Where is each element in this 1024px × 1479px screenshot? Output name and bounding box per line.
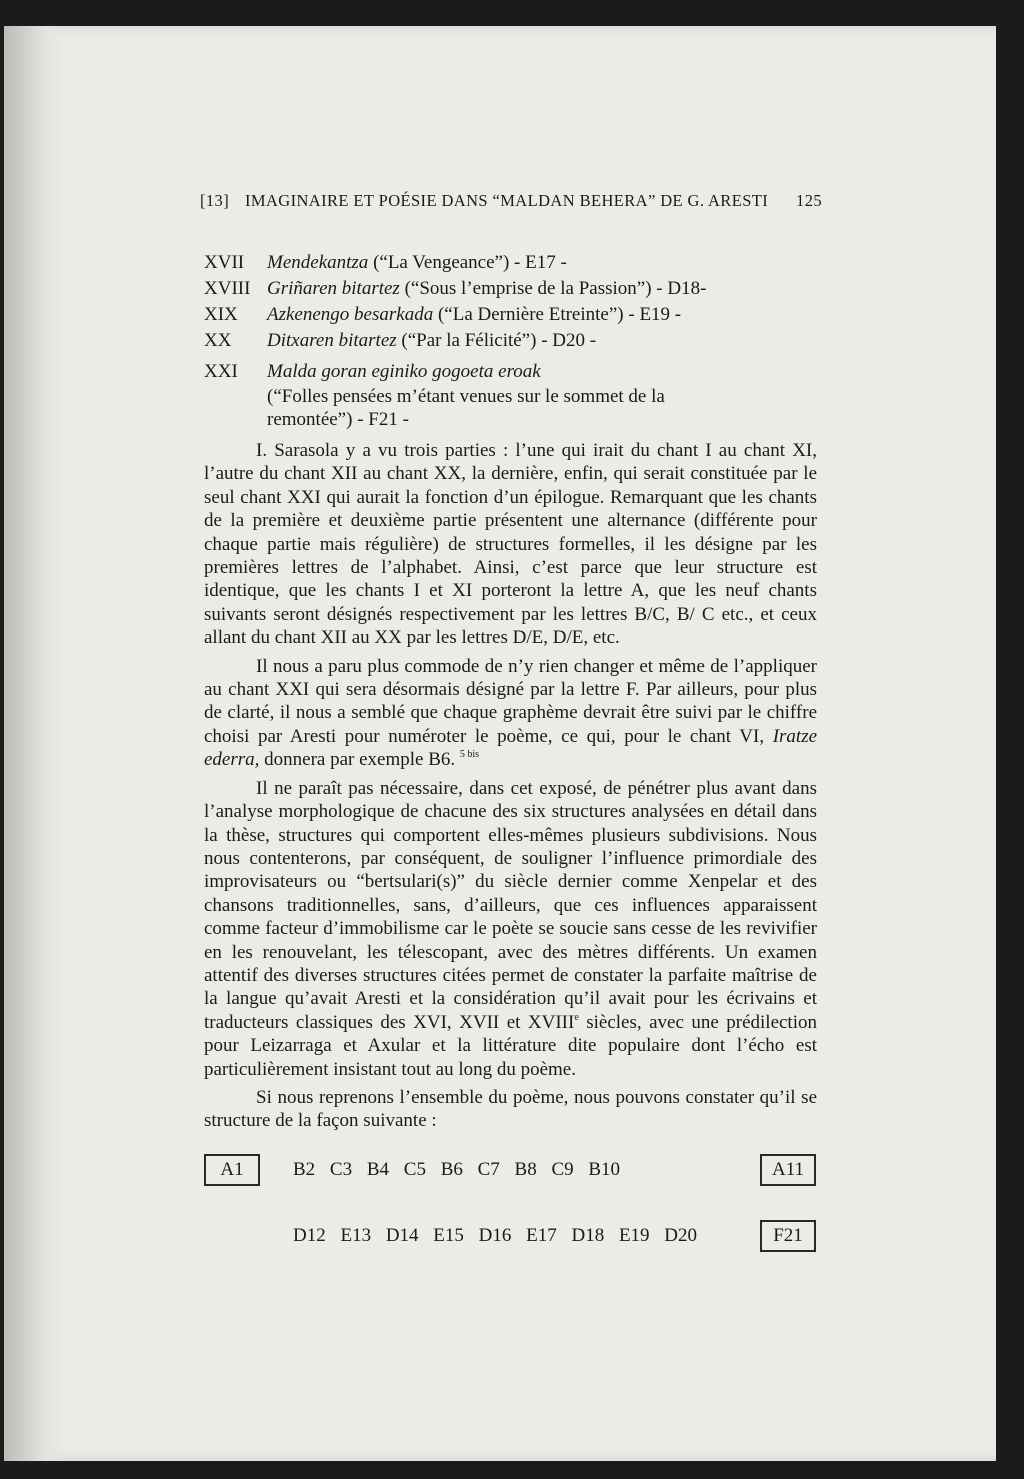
italic-title: Iratze ederra, (204, 725, 818, 771)
paragraph: I. Sarasola y a vu trois parties : l’une qui irait du chant I au chant XI, l’autre du chant XII au chant XX, la dernière, enfin, qui serait constituée par le seul chant XXI qui aurait la fonction d’un épilogue. Remarquant que les chants de la première et deuxième partie présentent une alternance (différente pour chaque partie mais régulière) de structures formelles, il les désigne par les premières lettres de l’alphabet. Ainsi, c’est parce que leur structure est identique, que les chants I et XI porteront la lettre A, que les neuf chants suivants seront désignés respectivement par les lettres B/C, B/ C etc., et ceux allant du chant XII au XX par les lettres D/E, D/E, etc. (204, 440, 817, 649)
body-text (204, 439, 817, 1138)
roman-numeral: XVIII (204, 278, 251, 299)
header-section-number: [13] (200, 191, 230, 210)
paragraph: Il ne paraît pas nécessaire, dans cet exposé, de pénétrer plus avant dans l’analyse morphologique de chacune des six structures analysées en détail dans la thèse, structures qui comportent elles-mêmes plusieurs subdivisions. Nous nous contenterons, par conséquent, de souligner l’influence primordiale des improvisateurs ou “bertsulari(s)” du siècle dernier comme Xenpelar et des chansons traditionnelles, sans, d’ailleurs, que ces influences apparaissent comme facteur d’immobilisme car le poète se soucie sans cesse de les revivifier en les renouvelant, les télescopant, avec des mètres différents. Un examen attentif des diverses structures citées permet de constater la parfaite maîtrise de la langue qu’avait Aresti et la considération qu’il avait pour les écrivains et traducteurs classiques des XVI, XVII et XVIIIe siècles, avec une prédilection pour Leizarraga et Axular et la littérature dite populaire dont l’écho est particulièrement insistant tout au long du poème. (204, 777, 817, 1080)
entry-translation: (“Par la Félicité”) - D20 - (396, 330, 597, 351)
roman-numeral: XVII (204, 252, 245, 273)
basque-title: Azkenengo besarkada (267, 304, 434, 325)
page-number: 125 (796, 191, 822, 210)
entry-translation: remontée”) - F21 - (267, 409, 409, 430)
entry-translation: (“La Dernière Etreinte”) - E19 - (433, 304, 682, 325)
basque-title: Mendekantza (267, 252, 369, 273)
entry-translation: (“Sous l’emprise de la Passion”) - D18- (399, 278, 707, 299)
structure-box-end: A11 (760, 1154, 816, 1186)
entry-translation: (“Folles pensées m’étant venues sur le sommet de la (267, 386, 665, 407)
superscript: e (574, 1011, 579, 1023)
footnote-marker: 5 bis (459, 749, 480, 761)
paragraph: Il nous a paru plus commode de n’y rien changer et même de l’appliquer au chant XXI qui sera désormais désigné par la lettre F. Par ailleurs, pour plus de clarté, il nous a semblé que chaque graphème devrait être suivi par le chiffre choisi par Aresti pour numéroter le poème, ce qui, pour le chant VI, Iratze ederra, donnera par exemple B6. $^{5 bis}$ (204, 655, 818, 771)
basque-title: Griñaren bitartez (267, 278, 400, 299)
basque-title: Malda goran eginiko gogoeta eroak (267, 361, 541, 382)
page-gutter-shadow (4, 26, 64, 1461)
basque-title: Ditxaren bitartez (267, 330, 397, 351)
structure-box-end: F21 (760, 1220, 816, 1252)
entry-translation: (“La Vengeance”) - E17 - (368, 252, 567, 273)
structure-sequence: B2 C3 B4 C5 B6 C7 B8 C9 B10 (293, 1159, 621, 1180)
structure-sequence: D12 E13 D14 E15 D16 E17 D18 E19 D20 (293, 1225, 698, 1246)
roman-numeral: XXI (204, 361, 238, 382)
structure-box-start: A1 (204, 1154, 260, 1186)
roman-numeral: XIX (204, 304, 238, 325)
header-title: IMAGINAIRE ET POÉSIE DANS “MALDAN BEHERA” DE G. ARESTI (245, 191, 769, 210)
roman-numeral: XX (204, 330, 232, 351)
paragraph: Si nous reprenons l’ensemble du poème, nous pouvons constater qu’il se structure de la façon suivante : (204, 1086, 817, 1132)
